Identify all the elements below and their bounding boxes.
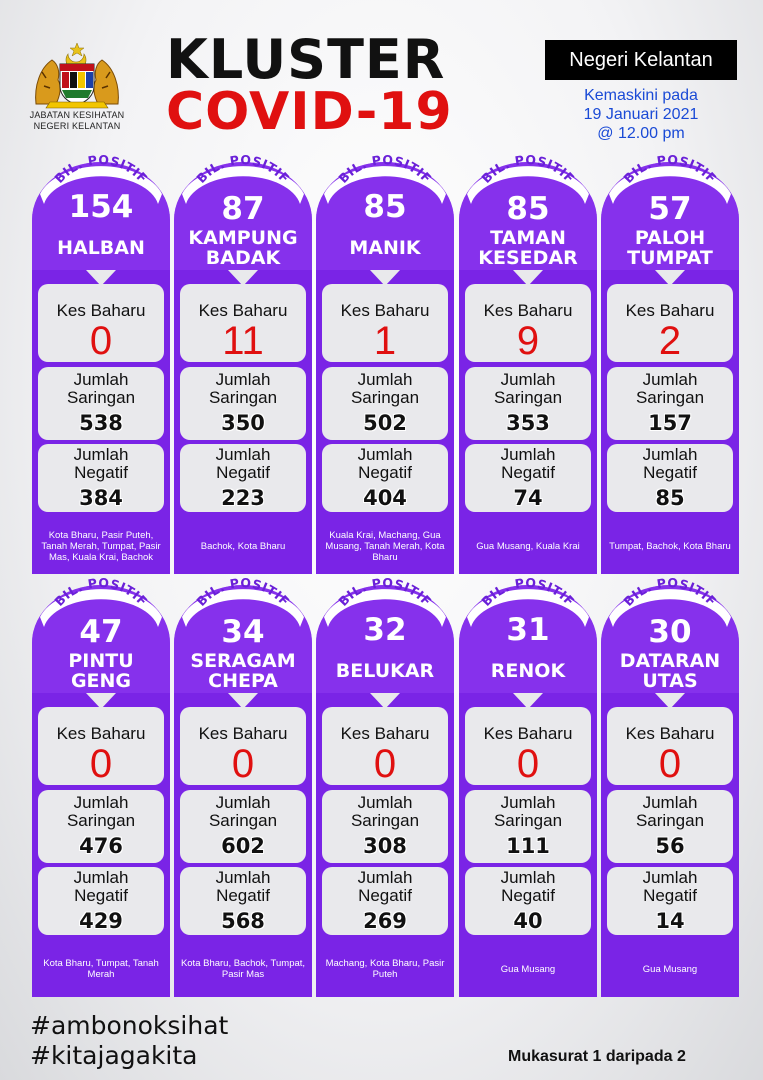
districts-text: Kota Bharu, Pasir Puteh, Tanah Merah, Tumpat, Pasir Mas, Kuala Krai, Bachok: [32, 518, 170, 574]
cluster-name: [316, 661, 454, 681]
negatif-value: 384: [79, 486, 123, 510]
kes-baharu-value: 1: [373, 319, 397, 363]
saringan-label-line2: Saringan: [635, 811, 705, 830]
stat-panel: [322, 790, 448, 863]
saringan-label-line1: Jumlah: [215, 793, 271, 812]
agency-name: [18, 110, 136, 132]
cluster-card: [174, 575, 312, 997]
agency-line-1: JABATAN KESIHATAN: [29, 110, 125, 120]
updated-time: @ 12.00 pm: [597, 125, 685, 142]
saringan-value: 56: [655, 834, 685, 858]
negatif-label-line1: Jumlah: [73, 445, 129, 464]
stat-panel: [607, 707, 733, 785]
stat-panel: [180, 444, 306, 512]
updated-label: Kemaskini pada: [584, 87, 698, 104]
positive-count: 47: [79, 614, 123, 650]
saringan-label-line1: Jumlah: [500, 370, 556, 389]
cluster-card: [174, 152, 312, 574]
negatif-value: 568: [221, 909, 265, 933]
kes-baharu-value: 0: [231, 742, 255, 786]
districts-text: Gua Musang, Kuala Krai: [459, 518, 597, 574]
negatif-label-line1: Jumlah: [500, 868, 556, 887]
negatif-value: 429: [79, 909, 123, 933]
hashtag-ambonoksihat: #ambonoksihat: [30, 1011, 229, 1040]
cluster-name: [32, 238, 170, 258]
negatif-value: 404: [363, 486, 407, 510]
kes-baharu-label: Kes Baharu: [56, 301, 146, 320]
kes-baharu-label: Kes Baharu: [483, 724, 573, 743]
negatif-label-line1: Jumlah: [642, 445, 698, 464]
negatif-value: 40: [513, 909, 543, 933]
hashtag-kitajagakita: #kitajagakita: [30, 1041, 198, 1070]
cluster-name: [316, 238, 454, 258]
kes-baharu-value: 0: [658, 742, 682, 786]
kes-baharu-label: Kes Baharu: [483, 301, 573, 320]
cluster-name-line: SERAGAM: [190, 650, 296, 672]
districts-text: Gua Musang: [459, 941, 597, 997]
stat-panel: [180, 367, 306, 440]
negatif-label-line2: Negatif: [216, 886, 270, 905]
bil-positif-label: BIL. POSITIF: [620, 152, 720, 186]
positive-count: 87: [221, 191, 265, 227]
negatif-value: 74: [513, 486, 543, 510]
stat-panel: [180, 790, 306, 863]
stat-panel: [322, 444, 448, 512]
negatif-label-line2: Negatif: [643, 463, 697, 482]
stat-panel: [322, 367, 448, 440]
bil-positif-label: BIL. POSITIF: [478, 152, 578, 186]
saringan-label-line1: Jumlah: [215, 370, 271, 389]
negatif-label-line1: Jumlah: [357, 445, 413, 464]
cluster-card: [32, 152, 170, 574]
saringan-value: 353: [506, 411, 550, 435]
negatif-value: 85: [655, 486, 685, 510]
stat-panel: [180, 707, 306, 785]
saringan-value: 476: [79, 834, 123, 858]
negatif-label-line2: Negatif: [643, 886, 697, 905]
positive-count: 154: [68, 189, 134, 225]
cluster-name: [459, 661, 597, 681]
stat-panel: [38, 444, 164, 512]
state-badge: Negeri Kelantan: [545, 40, 737, 80]
cluster-card: [459, 152, 597, 574]
districts-text: Kota Bharu, Tumpat, Tanah Merah: [32, 941, 170, 997]
stat-panel: [465, 444, 591, 512]
saringan-value: 502: [363, 411, 407, 435]
kes-baharu-value: 0: [89, 742, 113, 786]
cluster-name-line: TUMPAT: [627, 247, 713, 269]
saringan-label-line1: Jumlah: [357, 793, 413, 812]
stat-panel: [38, 284, 164, 362]
negatif-label-line1: Jumlah: [642, 868, 698, 887]
cluster-card: [459, 575, 597, 997]
bil-positif-label: BIL. POSITIF: [193, 575, 293, 609]
negatif-label-line2: Negatif: [501, 886, 555, 905]
saringan-value: 538: [79, 411, 123, 435]
kes-baharu-value: 9: [516, 319, 540, 363]
kes-baharu-value: 0: [89, 319, 113, 363]
kes-baharu-label: Kes Baharu: [198, 301, 288, 320]
updated-info: [553, 86, 729, 143]
saringan-label-line2: Saringan: [493, 811, 563, 830]
negatif-label-line1: Jumlah: [215, 445, 271, 464]
positive-count: 57: [648, 191, 692, 227]
positive-count: 32: [363, 612, 407, 648]
cluster-card: [601, 152, 739, 574]
negatif-value: 223: [221, 486, 265, 510]
title-covid: COVID-19: [166, 82, 453, 142]
negatif-label-line1: Jumlah: [500, 445, 556, 464]
saringan-label-line1: Jumlah: [642, 370, 698, 389]
negatif-label-line1: Jumlah: [215, 868, 271, 887]
kes-baharu-value: 0: [516, 742, 540, 786]
saringan-label-line2: Saringan: [635, 388, 705, 407]
kes-baharu-value: 2: [658, 319, 682, 363]
cluster-name: [32, 651, 170, 691]
positive-count: 34: [221, 614, 265, 650]
negatif-value: 14: [655, 909, 685, 933]
negatif-label-line2: Negatif: [358, 886, 412, 905]
stat-panel: [465, 284, 591, 362]
bil-positif-label: BIL. POSITIF: [335, 152, 435, 186]
saringan-value: 602: [221, 834, 265, 858]
saringan-value: 157: [648, 411, 692, 435]
updated-date: 19 Januari 2021: [583, 106, 699, 123]
stat-panel: [38, 707, 164, 785]
bil-positif-label: BIL. POSITIF: [335, 575, 435, 609]
stat-panel: [465, 367, 591, 440]
cluster-name-line: DATARAN: [619, 650, 721, 672]
cluster-card: [316, 152, 454, 574]
cluster-name-line: BELUKAR: [335, 660, 435, 682]
stat-panel: [465, 867, 591, 935]
saringan-label-line1: Jumlah: [642, 793, 698, 812]
bil-positif-label: BIL. POSITIF: [478, 575, 578, 609]
cluster-name-line: UTAS: [642, 670, 698, 692]
negatif-label-line2: Negatif: [501, 463, 555, 482]
stat-panel: [180, 284, 306, 362]
cluster-name-line: KESEDAR: [478, 247, 578, 269]
negatif-label-line1: Jumlah: [357, 868, 413, 887]
cluster-name-line: BADAK: [205, 247, 281, 269]
cluster-name-line: PINTU: [68, 650, 134, 672]
cluster-name: [601, 651, 739, 691]
districts-text: Kuala Krai, Machang, Gua Musang, Tanah Merah, Kota Bharu: [316, 518, 454, 574]
saringan-label-line2: Saringan: [208, 811, 278, 830]
kes-baharu-label: Kes Baharu: [340, 301, 430, 320]
districts-text: Tumpat, Bachok, Kota Bharu: [601, 518, 739, 574]
saringan-label-line2: Saringan: [66, 811, 136, 830]
stat-panel: [38, 867, 164, 935]
negatif-label-line2: Negatif: [74, 463, 128, 482]
stat-panel: [607, 284, 733, 362]
coat-of-arms-logo: [32, 42, 122, 110]
title-kluster: KLUSTER: [166, 28, 446, 91]
districts-text: Gua Musang: [601, 941, 739, 997]
cluster-name-line: HALBAN: [57, 237, 145, 259]
kes-baharu-value: 0: [373, 742, 397, 786]
negatif-label-line2: Negatif: [216, 463, 270, 482]
stat-panel: [180, 867, 306, 935]
cluster-name-line: MANIK: [349, 237, 421, 259]
cluster-name-line: GENG: [70, 670, 132, 692]
saringan-label-line1: Jumlah: [73, 793, 129, 812]
cluster-name-line: CHEPA: [208, 670, 278, 692]
positive-count: 31: [506, 612, 550, 648]
positive-count: 85: [506, 191, 550, 227]
saringan-label-line2: Saringan: [350, 811, 420, 830]
bil-positif-label: BIL. POSITIF: [51, 152, 151, 186]
saringan-label-line1: Jumlah: [357, 370, 413, 389]
negatif-label-line2: Negatif: [358, 463, 412, 482]
kes-baharu-label: Kes Baharu: [340, 724, 430, 743]
kes-baharu-label: Kes Baharu: [625, 724, 715, 743]
page-indicator: Mukasurat 1 daripada 2: [508, 1048, 686, 1065]
cluster-name: [601, 228, 739, 268]
kes-baharu-label: Kes Baharu: [198, 724, 288, 743]
stat-panel: [607, 867, 733, 935]
cluster-name-line: KAMPUNG: [188, 227, 298, 249]
saringan-value: 111: [506, 834, 550, 858]
districts-text: Machang, Kota Bharu, Pasir Puteh: [316, 941, 454, 997]
cluster-name: [459, 228, 597, 268]
saringan-label-line2: Saringan: [208, 388, 278, 407]
negatif-label-line2: Negatif: [74, 886, 128, 905]
cluster-name-line: PALOH: [634, 227, 706, 249]
saringan-value: 308: [363, 834, 407, 858]
bil-positif-label: BIL. POSITIF: [193, 152, 293, 186]
negatif-label-line1: Jumlah: [73, 868, 129, 887]
stat-panel: [38, 790, 164, 863]
cluster-card: [32, 575, 170, 997]
stat-panel: [322, 867, 448, 935]
bil-positif-label: BIL. POSITIF: [620, 575, 720, 609]
kes-baharu-label: Kes Baharu: [56, 724, 146, 743]
cluster-card: [601, 575, 739, 997]
cluster-card: [316, 575, 454, 997]
districts-text: Kota Bharu, Bachok, Tumpat, Pasir Mas: [174, 941, 312, 997]
stat-panel: [322, 707, 448, 785]
saringan-label-line1: Jumlah: [500, 793, 556, 812]
stat-panel: [465, 790, 591, 863]
bil-positif-label: BIL. POSITIF: [51, 575, 151, 609]
stat-panel: [607, 444, 733, 512]
stat-panel: [607, 790, 733, 863]
kes-baharu-value: 11: [222, 319, 264, 363]
agency-line-2: NEGERI KELANTAN: [33, 121, 121, 131]
saringan-label-line2: Saringan: [66, 388, 136, 407]
cluster-name: [174, 651, 312, 691]
kes-baharu-label: Kes Baharu: [625, 301, 715, 320]
cluster-name-line: TAMAN: [490, 227, 566, 249]
stat-panel: [322, 284, 448, 362]
saringan-label-line2: Saringan: [350, 388, 420, 407]
saringan-label-line1: Jumlah: [73, 370, 129, 389]
districts-text: Bachok, Kota Bharu: [174, 518, 312, 574]
cluster-name-line: RENOK: [490, 660, 566, 682]
negatif-value: 269: [363, 909, 407, 933]
saringan-value: 350: [221, 411, 265, 435]
positive-count: 30: [648, 614, 692, 650]
saringan-label-line2: Saringan: [493, 388, 563, 407]
stat-panel: [38, 367, 164, 440]
stat-panel: [465, 707, 591, 785]
cluster-name: [174, 228, 312, 268]
stat-panel: [607, 367, 733, 440]
positive-count: 85: [363, 189, 407, 225]
